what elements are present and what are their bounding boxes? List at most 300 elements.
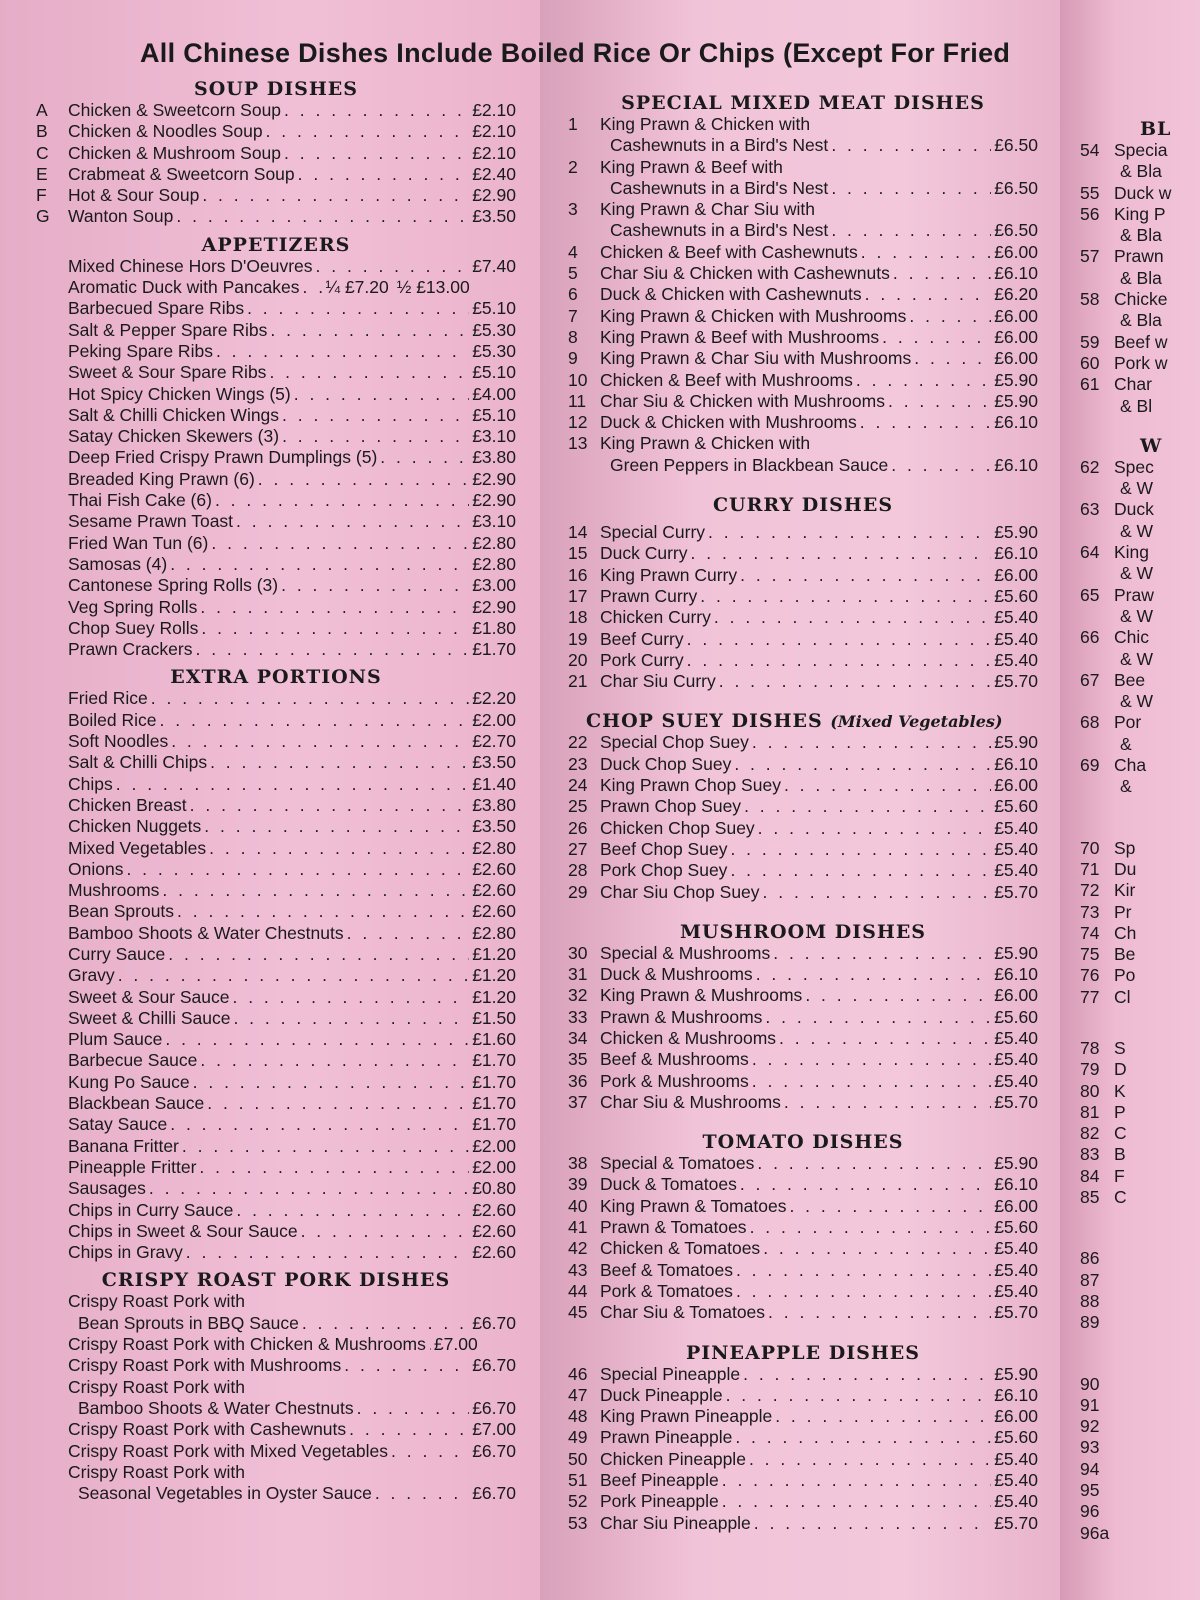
item-name: King Prawn Pineapple	[600, 1406, 773, 1427]
dot-leader	[784, 775, 991, 796]
menu-item	[36, 575, 516, 596]
item-price: £6.50	[994, 177, 1038, 198]
dot-leader	[865, 284, 992, 305]
item-price: £1.70	[472, 1114, 516, 1135]
menu-item-partial	[1080, 1523, 1200, 1544]
menu-item	[568, 1260, 1038, 1281]
menu-item	[568, 1071, 1038, 1092]
menu-item	[36, 1483, 516, 1504]
item-name: & Bla	[1120, 225, 1162, 246]
item-name: &	[1120, 733, 1132, 754]
item-name: Pork w	[1114, 352, 1168, 373]
item-name: Mixed Vegetables	[68, 837, 207, 858]
item-price: £6.70	[472, 1312, 516, 1333]
dot-leader	[236, 511, 469, 532]
menu-item	[568, 306, 1038, 327]
curry-list	[568, 522, 1038, 692]
item-name: Char Siu Curry	[600, 671, 716, 692]
menu-item	[36, 554, 516, 575]
item-price-quarter: ¼ £7.20	[325, 277, 389, 298]
item-number: 95	[1080, 1480, 1100, 1501]
dot-leader	[162, 880, 469, 901]
item-number: 58	[1080, 289, 1100, 310]
menu-item-partial	[1080, 542, 1200, 563]
menu-item	[36, 1291, 516, 1312]
item-name: Beef & Tomatoes	[600, 1259, 733, 1280]
dot-leader	[186, 1242, 469, 1263]
menu-item	[36, 731, 516, 752]
menu-item	[568, 964, 1038, 985]
dot-leader	[195, 639, 469, 660]
section-title-partial: BL	[1140, 118, 1172, 140]
dot-leader	[752, 1049, 991, 1070]
dot-leader	[298, 164, 470, 185]
item-name: Chips in Sweet & Sour Sauce	[68, 1220, 298, 1241]
item-name: Cashewnuts in a Bird's Nest	[610, 220, 829, 241]
dot-leader	[726, 1385, 992, 1406]
item-name: Bean Sprouts	[68, 901, 175, 922]
item-name: Chips	[68, 773, 113, 794]
item-price: £6.10	[994, 263, 1038, 284]
menu-item	[36, 511, 516, 532]
item-price: £2.10	[472, 142, 516, 163]
item-name: Pork Pineapple	[600, 1491, 719, 1512]
item-name: Peking Spare Ribs	[68, 340, 213, 361]
item-name: Hot & Sour Soup	[68, 185, 200, 206]
item-number: 23	[568, 753, 588, 774]
menu-item-partial	[1080, 606, 1200, 627]
item-price: £5.40	[994, 1470, 1038, 1491]
item-number: 10	[568, 369, 588, 390]
menu-item-partial	[1080, 1416, 1200, 1437]
menu-item	[568, 1364, 1038, 1385]
item-name: Special & Mushrooms	[600, 942, 771, 963]
item-price: £6.10	[994, 753, 1038, 774]
item-name: Duck Curry	[600, 543, 688, 564]
item-number: 91	[1080, 1394, 1100, 1415]
menu-item	[36, 987, 516, 1008]
item-number: 15	[568, 543, 588, 564]
item-number: 96	[1080, 1501, 1100, 1522]
menu-item-partial	[1080, 691, 1200, 712]
item-name: &	[1120, 776, 1132, 797]
item-name: King Prawn & Chicken with	[600, 114, 811, 134]
menu-item	[568, 1049, 1038, 1070]
menu-item	[568, 629, 1038, 650]
dot-leader	[914, 348, 991, 369]
item-name: Sesame Prawn Toast	[68, 511, 234, 532]
item-number: 52	[568, 1491, 588, 1512]
menu-header-title: All Chinese Dishes Include Boiled Rice Or Chips (Except For Fried	[140, 38, 1011, 68]
menu-item	[568, 732, 1038, 753]
item-name: King P	[1114, 203, 1166, 224]
item-name: Sweet & Sour Spare Ribs	[68, 362, 267, 383]
appetizers-list	[36, 298, 516, 660]
menu-item-partial	[1080, 1374, 1200, 1395]
menu-item	[568, 1302, 1038, 1323]
item-name: Duck	[1114, 499, 1154, 520]
item-price: £5.90	[994, 390, 1038, 411]
item-price: £5.90	[994, 1363, 1038, 1384]
menu-item	[36, 320, 516, 341]
item-number: 83	[1080, 1144, 1100, 1165]
menu-item	[36, 1157, 516, 1178]
item-number: 19	[568, 628, 588, 649]
item-name: Crispy Roast Pork with	[68, 1461, 245, 1482]
menu-item	[36, 100, 516, 121]
dot-leader	[744, 796, 991, 817]
item-name: Chicken & Beef with Mushrooms	[600, 369, 853, 390]
item-name: Chicken Chop Suey	[600, 817, 755, 838]
dot-leader	[176, 206, 469, 227]
item-price: £3.80	[472, 447, 516, 468]
dot-leader	[752, 732, 991, 753]
item-price: £6.10	[994, 1174, 1038, 1195]
dot-leader	[215, 490, 469, 511]
item-name: Pork & Tomatoes	[600, 1280, 733, 1301]
menu-item-partial	[1080, 1270, 1200, 1291]
item-name: Satay Sauce	[68, 1114, 168, 1135]
dot-leader	[380, 447, 469, 468]
menu-item	[568, 114, 1038, 135]
item-price: £2.90	[472, 185, 516, 206]
item-number: 1	[568, 114, 578, 134]
item-number: 3	[568, 199, 578, 220]
item-number: 11	[568, 390, 587, 411]
item-number: 4	[568, 241, 578, 262]
item-name: Duck & Mushrooms	[600, 964, 753, 985]
item-price: £1.50	[472, 1007, 516, 1028]
item-number: 56	[1080, 203, 1100, 224]
section-title-crispy-roast-pork: CRISPY ROAST PORK DISHES	[101, 1269, 451, 1292]
item-price: £2.10	[472, 121, 516, 142]
menu-item	[568, 263, 1038, 284]
item-number: 46	[568, 1363, 588, 1384]
item-name: Crispy Roast Pork with	[68, 1291, 245, 1312]
item-number: 20	[568, 649, 588, 670]
item-name: Char Siu & Chicken with Cashewnuts	[600, 263, 890, 284]
item-name: Chicken & Beef with Cashewnuts	[600, 241, 858, 262]
item-name: Banana Fritter	[68, 1135, 179, 1156]
menu-item-partial	[1080, 161, 1200, 182]
section-title-partial: W	[1140, 434, 1163, 457]
item-price: £2.80	[472, 837, 516, 858]
menu-item-partial	[1080, 289, 1200, 310]
item-name: Beef Pineapple	[600, 1470, 719, 1491]
menu-item	[568, 284, 1038, 305]
dot-leader	[856, 370, 991, 391]
menu-item	[568, 1491, 1038, 1512]
item-price: £3.80	[472, 794, 516, 815]
dot-leader	[763, 882, 992, 903]
menu-item	[568, 1385, 1038, 1406]
menu-item-partial	[1080, 838, 1200, 859]
menu-column-left	[36, 78, 516, 1504]
item-price: £5.40	[994, 838, 1038, 859]
item-number: 70	[1080, 837, 1100, 858]
menu-item-partial	[1080, 1144, 1200, 1165]
menu-item-partial	[1080, 1291, 1200, 1312]
item-name: Duck & Chicken with Cashewnuts	[600, 284, 862, 305]
item-name: Kung Po Sauce	[68, 1071, 190, 1092]
item-name: Du	[1114, 858, 1137, 879]
dot-leader	[740, 1174, 991, 1195]
item-price: £7.00	[472, 1419, 516, 1440]
item-price: £2.70	[472, 731, 516, 752]
menu-item	[36, 752, 516, 773]
dot-leader	[200, 597, 469, 618]
menu-item	[568, 775, 1038, 796]
menu-item-partial	[1080, 902, 1200, 923]
dot-leader	[349, 1419, 469, 1440]
item-number: 68	[1080, 712, 1100, 733]
item-number: 7	[568, 305, 578, 326]
item-price: £3.50	[472, 206, 516, 227]
dot-leader	[754, 1513, 991, 1534]
dot-leader	[891, 455, 991, 476]
item-price: £1.20	[472, 965, 516, 986]
section-title-curry: CURRY DISHES	[712, 494, 894, 517]
menu-item	[568, 178, 1038, 199]
menu-column-middle	[568, 92, 1038, 1534]
item-name: Ch	[1114, 922, 1137, 943]
item-price: £5.30	[472, 340, 516, 361]
item-price: £1.70	[472, 1093, 516, 1114]
dot-leader	[719, 671, 991, 692]
item-price: £6.20	[994, 284, 1038, 305]
menu-item-partial	[1080, 1248, 1200, 1269]
dot-leader	[294, 384, 469, 405]
section-title-extra-portions: EXTRA PORTIONS	[170, 666, 382, 689]
menu-item	[568, 1028, 1038, 1049]
item-price: £6.50	[994, 135, 1038, 156]
item-name: & Bla	[1120, 161, 1162, 182]
item-name: Pork Curry	[600, 649, 684, 670]
item-price: £2.60	[472, 858, 516, 879]
item-name: Sp	[1114, 837, 1136, 858]
dot-leader	[831, 135, 991, 156]
item-name: Cl	[1114, 986, 1131, 1007]
menu-item	[568, 220, 1038, 241]
item-name: Sweet & Chilli Sauce	[68, 1007, 231, 1028]
item-price: £2.00	[472, 709, 516, 730]
item-price: £5.10	[472, 362, 516, 383]
menu-item	[568, 882, 1038, 903]
item-name: Mushrooms	[68, 880, 160, 901]
section-title-appetizers: APPETIZERS	[201, 233, 351, 256]
menu-item-partial	[1080, 1459, 1200, 1480]
item-name: Prawn Chop Suey	[600, 796, 742, 817]
dot-leader	[734, 754, 991, 775]
item-name: Spec	[1114, 456, 1154, 477]
menu-item-partial	[1080, 1480, 1200, 1501]
menu-item-partial	[1080, 1437, 1200, 1458]
soup-list	[36, 100, 516, 228]
item-name: Green Peppers in Blackbean Sauce	[610, 454, 889, 475]
dot-leader	[722, 1470, 991, 1491]
dot-leader	[118, 965, 470, 986]
item-price: £6.10	[994, 454, 1038, 475]
menu-item	[36, 143, 516, 164]
menu-item	[36, 121, 516, 142]
item-price: £2.20	[472, 688, 516, 709]
section-title-tomato: TOMATO DISHES	[702, 1131, 904, 1154]
item-price: £5.70	[994, 1091, 1038, 1112]
item-number: 49	[568, 1427, 588, 1448]
menu-item	[568, 543, 1038, 564]
menu-item	[36, 1242, 516, 1263]
item-price: £2.60	[472, 901, 516, 922]
dot-leader	[687, 650, 992, 671]
menu-item-partial	[1080, 204, 1200, 225]
item-number: 2	[568, 156, 578, 177]
item-price: £2.10	[472, 100, 516, 120]
menu-item-partial	[1080, 987, 1200, 1008]
menu-item-partial	[1080, 859, 1200, 880]
item-price: £5.10	[472, 404, 516, 425]
item-number: 84	[1080, 1165, 1100, 1186]
menu-item	[568, 1281, 1038, 1302]
dot-leader	[270, 320, 469, 341]
dot-leader	[344, 1355, 469, 1376]
menu-item-partial	[1080, 396, 1200, 417]
item-number: 89	[1080, 1312, 1100, 1333]
menu-item-partial	[1080, 1059, 1200, 1080]
item-price: £3.10	[472, 426, 516, 447]
item-number: 27	[568, 838, 588, 859]
dot-leader	[190, 795, 470, 816]
item-number: 72	[1080, 880, 1100, 901]
item-name: Deep Fried Crispy Prawn Dumplings (5)	[68, 447, 378, 468]
item-number: 66	[1080, 627, 1100, 648]
item-name: Fried Wan Tun (6)	[68, 532, 209, 553]
dot-leader	[375, 1483, 469, 1504]
mushroom-list	[568, 943, 1038, 1113]
item-number: 39	[568, 1174, 588, 1195]
menu-item	[36, 597, 516, 618]
item-name: Crispy Roast Pork with Cashewnuts	[68, 1419, 347, 1440]
dot-leader	[357, 1398, 470, 1419]
menu-item	[568, 607, 1038, 628]
menu-item-partial	[1080, 627, 1200, 648]
dot-leader	[743, 1364, 991, 1385]
item-number: 67	[1080, 669, 1100, 690]
dot-leader	[775, 1406, 991, 1427]
dot-leader	[269, 362, 469, 383]
dot-leader	[201, 618, 469, 639]
menu-item-partial	[1080, 478, 1200, 499]
item-price: £5.60	[994, 796, 1038, 817]
item-name: Duck w	[1114, 182, 1172, 203]
menu-item	[568, 1007, 1038, 1028]
item-name: D	[1114, 1059, 1127, 1080]
dot-leader	[171, 731, 469, 752]
item-name: Pr	[1114, 901, 1132, 922]
menu-item	[36, 774, 516, 795]
dot-leader	[730, 839, 991, 860]
item-name: King Prawn Chop Suey	[600, 775, 781, 796]
item-price: £6.70	[472, 1355, 516, 1376]
item-number: 38	[568, 1153, 588, 1174]
menu-item	[568, 1092, 1038, 1113]
item-number: 6	[568, 284, 578, 305]
dot-leader	[750, 1217, 992, 1238]
dot-leader	[700, 586, 991, 607]
item-price: £2.00	[472, 1156, 516, 1177]
item-name: & W	[1120, 478, 1154, 499]
item-name: & W	[1120, 563, 1154, 584]
item-price: £2.60	[472, 1199, 516, 1220]
item-name: Specia	[1114, 140, 1168, 160]
item-name: Special Pineapple	[600, 1363, 741, 1384]
menu-item	[36, 1334, 516, 1355]
menu-item	[36, 1178, 516, 1199]
item-price: £2.00	[472, 1135, 516, 1156]
item-number: 18	[568, 607, 588, 628]
item-name: & W	[1120, 648, 1154, 669]
item-name: Bamboo Shoots & Water Chestnuts	[78, 1397, 354, 1418]
menu-item	[568, 1174, 1038, 1195]
item-name: Prawn	[1114, 246, 1164, 267]
item-price: £1.20	[472, 943, 516, 964]
item-name: Prawn Crackers	[68, 639, 193, 660]
item-number: 28	[568, 860, 588, 881]
item-name: Bamboo Shoots & Water Chestnuts	[68, 922, 344, 943]
menu-item	[568, 818, 1038, 839]
item-price: £6.70	[472, 1440, 516, 1461]
dot-leader	[233, 1008, 469, 1029]
dot-leader	[831, 220, 991, 241]
item-name: Bean Sprouts in BBQ Sauce	[78, 1312, 299, 1333]
menu-item-partial	[1080, 755, 1200, 776]
item-name: Samosas (4)	[68, 553, 168, 574]
dot-leader	[302, 1313, 469, 1334]
menu-item-partial	[1080, 1187, 1200, 1208]
menu-item	[568, 522, 1038, 543]
item-name: Beef & Mushrooms	[600, 1049, 749, 1070]
item-name: Salt & Pepper Spare Ribs	[68, 319, 268, 340]
dot-leader	[784, 1092, 991, 1113]
menu-item	[36, 426, 516, 447]
dot-leader	[740, 565, 991, 586]
section-title-soup: SOUP DISHES	[194, 78, 358, 100]
item-number: G	[36, 206, 50, 227]
item-name: Beef w	[1114, 331, 1168, 352]
item-number: 86	[1080, 1248, 1100, 1269]
item-name: Chicken Curry	[600, 607, 711, 628]
item-name: Char Siu & Tomatoes	[600, 1302, 766, 1323]
item-price: £6.00	[994, 326, 1038, 347]
menu-item-partial	[1080, 712, 1200, 733]
menu-item	[36, 341, 516, 362]
menu-item	[36, 298, 516, 319]
dot-leader	[211, 533, 469, 554]
item-price: £2.90	[472, 490, 516, 511]
dot-leader	[391, 1441, 469, 1462]
item-number: E	[36, 163, 48, 184]
item-number: 21	[568, 671, 588, 692]
item-price: £5.90	[994, 942, 1038, 963]
menu-item	[36, 944, 516, 965]
menu-item-partial	[1080, 649, 1200, 670]
item-number: 25	[568, 796, 588, 817]
item-name: Crispy Roast Pork with Mixed Vegetables	[68, 1440, 388, 1461]
partial-list-6	[1080, 1374, 1200, 1544]
item-name: Cashewnuts in a Bird's Nest	[610, 177, 829, 198]
menu-item-partial	[1080, 1312, 1200, 1333]
menu-item-partial	[1080, 310, 1200, 331]
item-name: King	[1114, 542, 1150, 563]
